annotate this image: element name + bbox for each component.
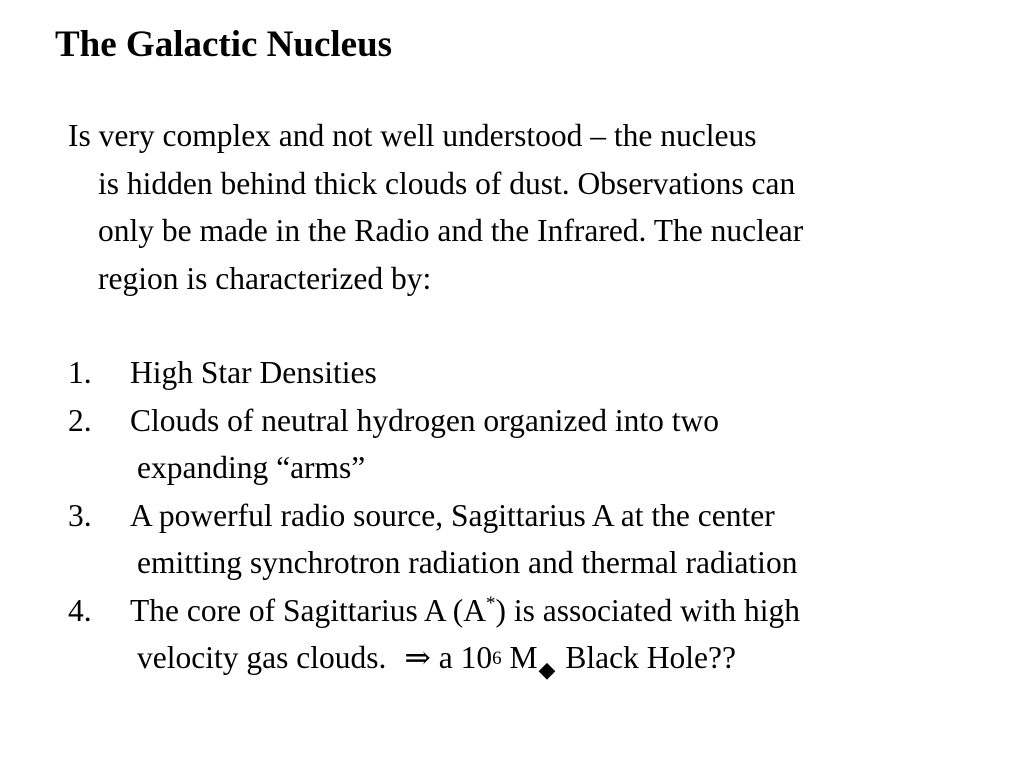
list-item-number: 4.: [68, 592, 92, 628]
list-item-text: A powerful radio source, Sagittarius A at the center: [130, 497, 775, 533]
list-item-number: 1.: [68, 355, 92, 390]
list-item-3: [68, 492, 1008, 587]
intro-line: region is characterized by:: [98, 260, 432, 296]
list-item-continuation: expanding “arms”: [137, 450, 366, 485]
list-item-2: [68, 397, 1008, 492]
superscript-exponent: 6: [492, 648, 502, 669]
list-item-text: High Star Densities: [130, 355, 377, 390]
list-item-number: 3.: [68, 497, 92, 533]
solar-mass-diamond-icon: ◆: [538, 657, 556, 682]
list-item-1: [68, 349, 1008, 397]
list-item-continuation: velocity gas clouds.: [137, 640, 387, 675]
list-item-4: [68, 587, 1008, 685]
slide-title: The Galactic Nucleus: [55, 24, 393, 65]
intro-line: is hidden behind thick clouds of dust. Observations can: [98, 165, 796, 201]
list-item-text: ) is associated with high: [495, 592, 800, 628]
list-item-text: a 10: [438, 640, 493, 675]
characteristics-list: [68, 349, 1008, 685]
list-item-continuation: emitting synchrotron radiation and thermal radiation: [137, 545, 798, 580]
list-item-text: The core of Sagittarius A (A: [130, 592, 487, 628]
list-item-text: Clouds of neutral hydrogen organized into two: [130, 402, 720, 438]
intro-line: only be made in the Radio and the Infrared. The nuclear: [98, 213, 804, 248]
intro-line: Is very complex and not well understood – the nucleus: [68, 118, 757, 153]
list-item-text: Black Hole??: [565, 640, 736, 675]
intro-paragraph: [68, 112, 1008, 302]
list-item-text: M: [501, 640, 538, 675]
list-item-number: 2.: [68, 402, 92, 438]
superscript-asterisk: *: [486, 592, 496, 614]
implies-arrow-icon: ⇒: [404, 640, 431, 675]
